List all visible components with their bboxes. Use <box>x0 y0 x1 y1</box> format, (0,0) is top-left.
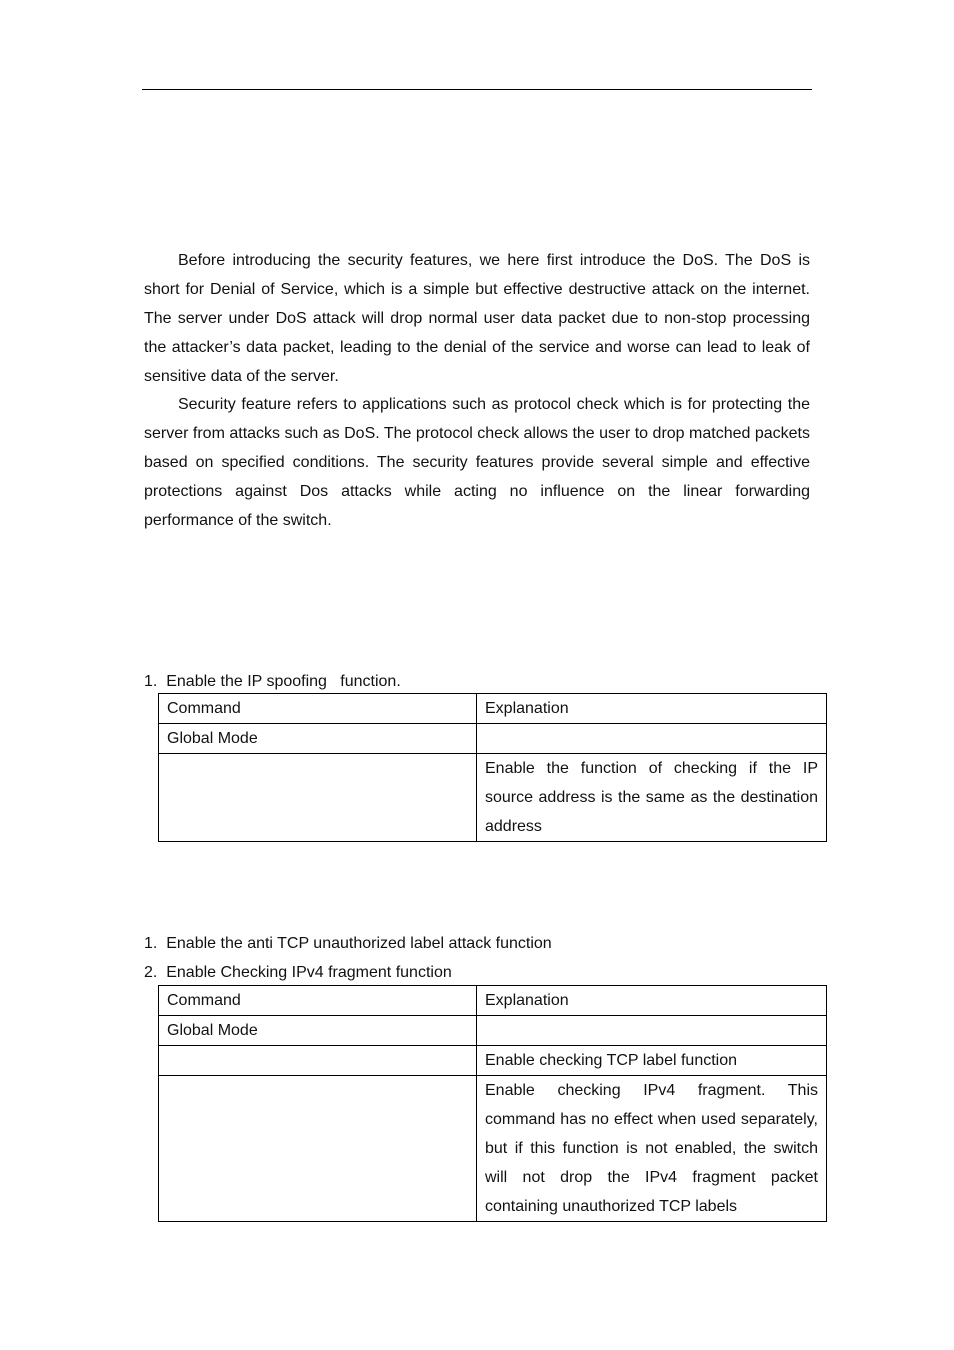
explanation-cell: Enable checking IPv4 fragment. This command has no effect when used separately, but if this function is not enabled, the switch will not drop the IPv4 fragment packet containing unauthorized TCP labels <box>477 1076 827 1222</box>
intro-paragraph-1: Before introducing the security features, we here first introduce the DoS. The DoS is short for Denial of Service, which is a simple but effective destructive attack on the internet. The server under DoS attack will drop normal user data packet due to non-stop processing the attacker’s data packet, leading to the denial of the service and worse can lead to leak of sensitive data of the server. <box>144 252 810 385</box>
mode-row <box>159 1016 827 1046</box>
command-cell <box>159 754 477 842</box>
command-cell <box>159 1046 477 1076</box>
section1-step-1: 1. Enable the IP spoofing function. <box>144 673 401 690</box>
mode-row <box>159 724 827 754</box>
explanation-cell: Enable the function of checking if the IP source address is the same as the destination address <box>477 754 827 842</box>
header-explanation: Explanation <box>477 986 827 1016</box>
table-header-row <box>159 986 827 1016</box>
table-row <box>159 1046 827 1076</box>
table-row <box>159 1076 827 1222</box>
command-cell <box>159 1076 477 1222</box>
section2-step-1: 1. Enable the anti TCP unauthorized label attack function <box>144 935 552 952</box>
mode-explanation <box>477 1016 827 1046</box>
ip-spoofing-command-table <box>158 693 827 842</box>
mode-explanation <box>477 724 827 754</box>
header-rule <box>142 89 812 90</box>
mode-label: Global Mode <box>159 1016 477 1046</box>
tcp-fragment-command-table <box>158 985 827 1222</box>
header-command: Command <box>159 986 477 1016</box>
table-row <box>159 754 827 842</box>
intro-paragraph-2: Security feature refers to applications such as protocol check which is for protecting the server from attacks such as DoS. The protocol check allows the user to drop matched packets based on specified conditions. The security features provide several simple and effective protections against Dos attacks while acting no influence on the linear forwarding performance of the switch. <box>144 396 810 529</box>
table-header-row <box>159 694 827 724</box>
header-command: Command <box>159 694 477 724</box>
explanation-cell: Enable checking TCP label function <box>477 1046 827 1076</box>
section2-step-2: 2. Enable Checking IPv4 fragment function <box>144 964 452 981</box>
header-explanation: Explanation <box>477 694 827 724</box>
mode-label: Global Mode <box>159 724 477 754</box>
